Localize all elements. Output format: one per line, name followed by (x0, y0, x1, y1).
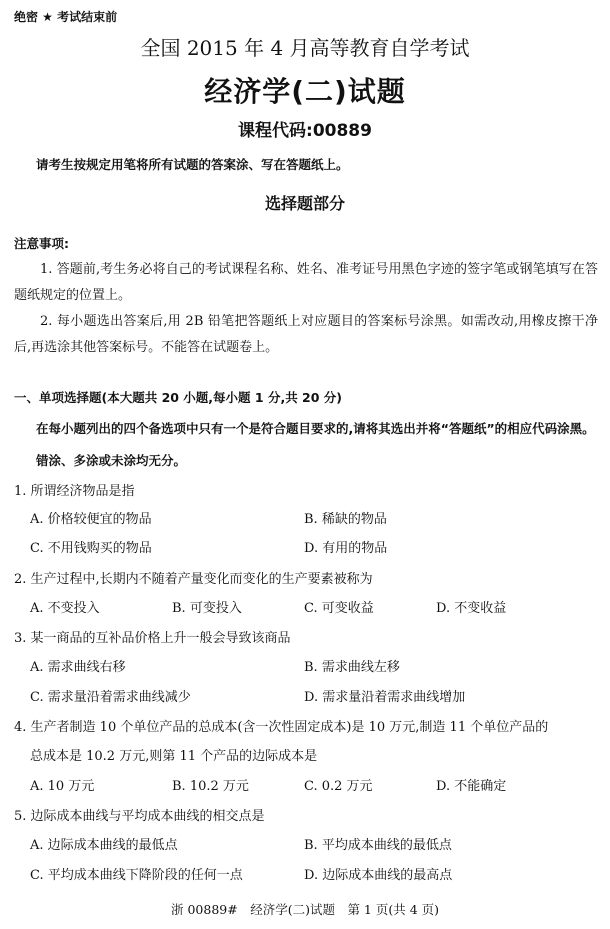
option-a: A. 10 万元 (30, 779, 95, 794)
option-c: C. 可变收益 (304, 601, 374, 616)
option-a: A. 需求曲线右移 (30, 660, 126, 675)
answer-instruction: 请考生按规定用笔将所有试题的答案涂、写在答题纸上。 (36, 157, 349, 172)
option-c: C. 不用钱购买的物品 (30, 541, 152, 556)
option-b: B. 可变投入 (172, 601, 242, 616)
option-c: C. 0.2 万元 (304, 779, 373, 794)
exam-title-line: 全国 2015 年 4 月高等教育自学考试 (140, 36, 470, 60)
part-heading: 一、单项选择题(本大题共 20 小题,每小题 1 分,共 20 分) (14, 390, 343, 405)
notice-heading: 注意事项: (14, 236, 69, 251)
option-b: B. 10.2 万元 (172, 779, 249, 794)
option-a: A. 边际成本曲线的最低点 (30, 838, 178, 853)
question-stem-continued: 总成本是 10.2 万元,则第 11 个产品的边际成本是 (30, 749, 318, 764)
option-b: B. 平均成本曲线的最低点 (304, 838, 452, 853)
option-d: D. 有用的物品 (304, 541, 388, 556)
option-d: D. 不变收益 (436, 601, 507, 616)
section-title: 选择题部分 (264, 194, 345, 213)
confidential-label: 绝密 ★ 考试结束前 (14, 10, 118, 24)
part-instruction: 在每小题列出的四个备选项中只有一个是符合题目要求的,请将其选出并将“答题纸”的相应代码涂黑。错涂、多涂或未涂均无分。 (36, 421, 595, 468)
option-a: A. 不变投入 (30, 601, 100, 616)
option-b: B. 需求曲线左移 (304, 660, 400, 675)
question-stem: 1. 所谓经济物品是指 (14, 484, 135, 499)
question-stem: 4. 生产者制造 10 个单位产品的总成本(含一次性固定成本)是 10 万元,制造 11 个单位产品的 (14, 720, 549, 735)
option-d: D. 需求量沿着需求曲线增加 (304, 690, 466, 705)
subject-title: 经济学(二)试题 (204, 75, 406, 108)
notice-item: 2. 每小题选出答案后,用 2B 铅笔把答题纸上对应题目的答案标号涂黑。如需改动,用橡皮擦干净后,再选涂其他答案标号。不能答在试题卷上。 (14, 314, 598, 355)
notice-item: 1. 答题前,考生务必将自己的考试课程名称、姓名、准考证号用黑色字迹的签字笔或钢笔填写在答题纸规定的位置上。 (14, 262, 598, 303)
question-stem: 2. 生产过程中,长期内不随着产量变化而变化的生产要素被称为 (14, 572, 373, 587)
course-code: 课程代码:00889 (238, 121, 372, 141)
option-d: D. 不能确定 (436, 779, 507, 794)
option-c: C. 需求量沿着需求曲线减少 (30, 690, 191, 705)
page-footer: 浙 00889# 经济学(二)试题 第 1 页(共 4 页) (170, 902, 440, 917)
question-stem: 5. 边际成本曲线与平均成本曲线的相交点是 (14, 809, 265, 824)
option-a: A. 价格较便宜的物品 (30, 512, 152, 527)
question-stem: 3. 某一商品的互补品价格上升一般会导致该商品 (14, 631, 291, 646)
option-d: D. 边际成本曲线的最高点 (304, 868, 453, 883)
option-c: C. 平均成本曲线下降阶段的任何一点 (30, 868, 243, 883)
option-b: B. 稀缺的物品 (304, 512, 387, 527)
